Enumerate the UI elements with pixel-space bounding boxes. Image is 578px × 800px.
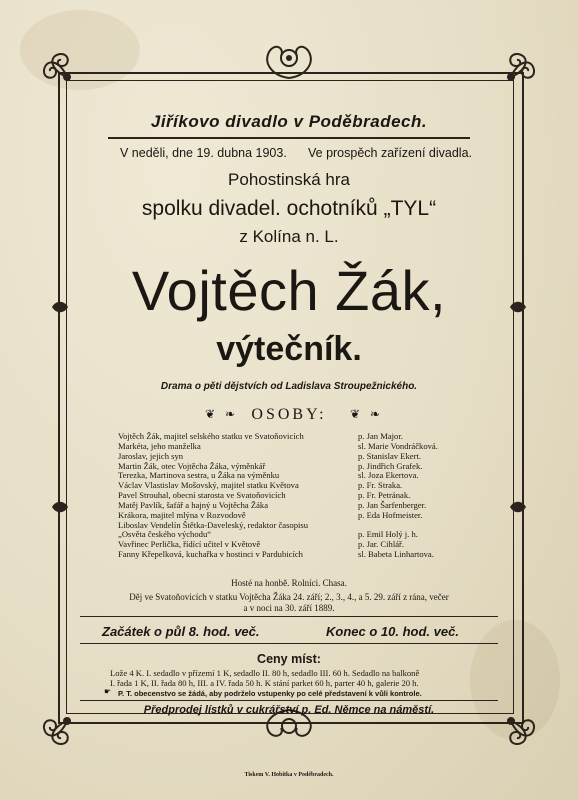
top-crest-ornament-icon	[255, 38, 323, 84]
cast-row	[118, 481, 488, 491]
play-subtitle: výtečník.	[216, 330, 362, 368]
leaf-ornament-icon: ❦	[350, 407, 361, 421]
side-flourish-icon	[50, 500, 70, 514]
leaf-ornament-icon: ❦	[205, 407, 216, 421]
printer-credit: Tiskem V. Hobitka v Poděbradech.	[244, 772, 334, 778]
cast-actor: p. Jar. Cihlář.	[358, 539, 405, 550]
cast-role: Matěj Pavlík, šafář a hajný u Vojtěcha Žáka	[118, 500, 269, 510]
theater-name: Jiříkovo divadlo v Poděbradech.	[150, 112, 428, 131]
drama-credit: Drama o pěti dějstvích od Ladislava Stroupežnického.	[160, 381, 418, 392]
leaf-ornament-icon: ❧	[225, 407, 236, 421]
cast-actor: p. Emil Holý j. h.	[358, 529, 418, 540]
cast-role: Markéta, jeho manželka	[118, 441, 201, 451]
cast-row	[118, 462, 488, 472]
cast-role: Fanny Křepelková, kuchařka v hostinci v Pardubicích	[118, 550, 303, 560]
cast-actor: sl. Joza Ekertova.	[358, 470, 419, 481]
prices-line: I. řada 1 K, II. řada 80 h, III. a IV. řada 50 h. K stání parket 60 h, parter 40 h, galerie 20 h.	[110, 678, 419, 688]
prices-heading: Ceny míst:	[257, 652, 321, 666]
cast-row	[118, 471, 488, 481]
cast-actor: sl. Babeta Linhartova.	[358, 549, 434, 560]
cast-list	[118, 432, 488, 560]
divider	[108, 137, 470, 139]
hand-pointer-icon: ☛	[104, 687, 112, 696]
cast-role: Krákora, majitel mlýna v Rozvodově	[118, 510, 246, 520]
club-town: z Kolína n. L.	[239, 227, 339, 246]
cast-actor: p. Jan Major.	[358, 431, 403, 441]
cast-row	[118, 530, 488, 540]
cast-role: Liboslav Vendelín Štětka-Daveleský, redaktor časopisu	[118, 520, 309, 530]
cast-role: Martin Žák, otec Vojtěcha Žáka, výměnkář	[118, 461, 266, 471]
presale-info: Předprodej lístků v cukrářství p. Ed. Němce na náměstí.	[143, 704, 435, 716]
start-time: Začátek o půl 8. hod. več.	[102, 624, 260, 639]
cast-row	[118, 501, 488, 511]
cast-row	[118, 452, 488, 462]
play-title: Vojtěch Žák,	[131, 259, 447, 322]
cast-row	[118, 521, 488, 531]
corner-ornament-icon	[40, 50, 94, 104]
cast-actor: p. Stanislav Ekert.	[358, 450, 422, 461]
cast-role: Terezka, Martinova sestra, u Žáka na výměnku	[118, 471, 280, 481]
cast-row	[118, 511, 488, 521]
cast-row	[118, 491, 488, 501]
cast-role: Vojtěch Žák, majitel selského statku ve Svatoňovicích	[118, 432, 304, 441]
cast-role: Jaroslav, jejich syn	[118, 451, 184, 461]
performance-date: V neděli, dne 19. dubna 1903.	[120, 146, 287, 160]
cast-heading: OSOBY:	[251, 406, 327, 423]
benefit-note: Ve prospěch zařízení divadla.	[308, 146, 472, 160]
corner-ornament-icon	[484, 694, 538, 748]
cast-actor: p. Fr. Straka.	[358, 480, 403, 491]
club-name: spolku divadel. ochotníků „TYL“	[141, 197, 437, 220]
extras-line: Hosté na honbě. Rolníci. Chasa.	[231, 578, 347, 588]
cast-actor	[486, 521, 488, 531]
corner-ornament-icon	[40, 694, 94, 748]
cast-row	[118, 442, 488, 452]
divider	[80, 700, 498, 701]
corner-ornament-icon	[484, 50, 538, 104]
cast-actor: p. Jan Šarfenberger.	[358, 499, 427, 510]
setting-line: a v noci na 30. září 1889.	[243, 603, 335, 613]
leaf-ornament-icon: ❧	[370, 407, 381, 421]
setting-line: Děj ve Svatoňovicích v statku Vojtěcha Žáka 24. září; 2., 3., 4., a 5. 29. září z rána, večer	[129, 592, 449, 602]
end-time: Konec o 10. hod. več.	[326, 624, 459, 639]
prices-line: Lože 4 K. I. sedadlo v přízemí 1 K, sedadlo II. 80 h, sedadlo III. 60 h. Sedadlo na balkoně	[110, 668, 420, 678]
divider	[80, 616, 498, 617]
cast-row	[118, 550, 488, 560]
cast-role: Václav Vlastislav Mošovský, majitel statku Květova	[118, 481, 299, 491]
divider	[80, 643, 498, 644]
ticket-notice: P. T. obecenstvo se žádá, aby podrželo vstupenky po celé představení k vůli kontrole.	[118, 689, 422, 698]
cast-actor: sl. Marie Vondráčková.	[358, 440, 438, 451]
cast-role: Vavřinec Perlička, řídící učitel v Květově	[118, 540, 261, 550]
cast-role: Pavel Strouhal, obecní starosta ve Svatoňovicích	[118, 491, 286, 501]
side-flourish-icon	[508, 500, 528, 514]
cast-actor: p. Eda Hofmeister.	[358, 509, 423, 520]
cast-actor: p. Fr. Petrának.	[358, 490, 411, 501]
cast-actor: p. Jindřich Grafek.	[358, 460, 423, 471]
cast-role: „Osvěta českého východu“	[118, 530, 212, 540]
guest-performance: Pohostinská hra	[228, 170, 350, 189]
